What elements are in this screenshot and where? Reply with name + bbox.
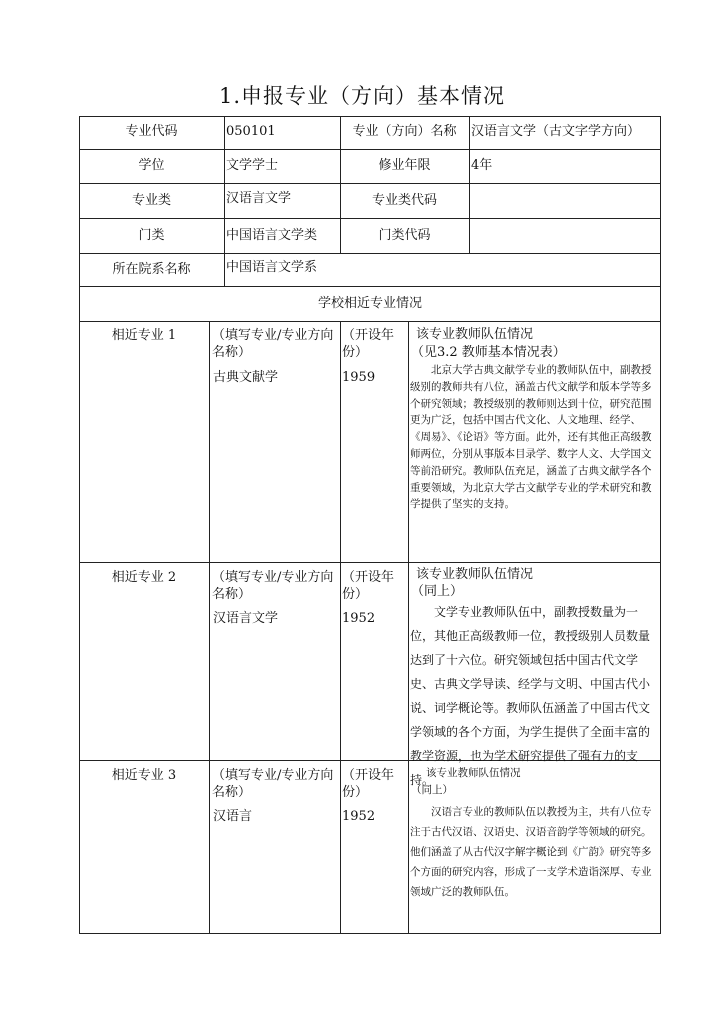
related-1-label: 相近专业 1 — [111, 328, 177, 343]
related-2-year-label: （开设年份） — [342, 570, 395, 602]
field-code-label: 门类代码 — [378, 228, 431, 243]
related-1-team-title: 该专业教师队伍情况 — [416, 327, 534, 342]
field-label: 门类 — [138, 228, 165, 243]
degree-label: 学位 — [138, 158, 165, 173]
related-1-fill-label: （填写专业/专业方向名称） — [212, 328, 334, 360]
dept-label: 所在院系名称 — [112, 262, 191, 277]
related-1-desc: 北京大学古典文献学专业的教师队伍中，副教授级别的教师共有八位，涵盖古代文献学和版本学等多个研究领域；教授级别的教师则达到十位，研究范围更为广泛，包括中国古代文化、人文地理、经学、《周易》、《论语》等方面。此外，还有其他正高级教师两位，分别从事版本目录学、数字人文、大学国文等前沿研究。教师队伍充足，涵盖了古典文献学各个重要领域，为北京大学古文献学专业的学术研究和教学提供了坚实的支持。 — [410, 364, 652, 511]
related-1-year-label: （开设年份） — [342, 328, 395, 360]
related-2-fill-label: （填写专业/专业方向名称） — [212, 570, 334, 602]
related-3-fill-label: （填写专业/专业方向名称） — [212, 768, 334, 800]
major-code-value: 050101 — [226, 124, 276, 139]
related-3-year-label: （开设年份） — [342, 768, 395, 800]
category-label: 专业类 — [131, 193, 171, 208]
related-3-desc: 汉语言专业的教师队伍以教授为主，共有八位专注于古代汉语、汉语史、汉语音韵学等领域的研究。他们涵盖了从古代汉字解字概论到《广韵》研究等多个方面的研究内容，形成了一支学术造诣深厚、专业领域广泛的教师队伍。 — [410, 806, 652, 898]
major-dir-label: 专业（方向）名称 — [352, 124, 457, 139]
related-2-team-title: 该专业教师队伍情况 — [416, 567, 534, 582]
related-2-year: 1952 — [342, 611, 376, 626]
related-2-team-sub: （同上） — [411, 584, 464, 599]
related-1-name: 古典文献学 — [213, 370, 279, 385]
major-dir-value: 汉语言文学（古文字学方向） — [471, 124, 641, 139]
field-value: 中国语言文学类 — [226, 228, 318, 243]
related-3-label: 相近专业 3 — [111, 768, 177, 783]
degree-value: 文学学士 — [226, 158, 279, 173]
related-3-team-sub: （同上） — [411, 784, 453, 796]
major-code-label: 专业代码 — [125, 124, 178, 139]
category-code-label: 专业类代码 — [371, 193, 437, 208]
years-value: 4年 — [471, 158, 493, 173]
related-1-team-sub: （见3.2 教师基本情况表） — [411, 345, 566, 360]
related-2-desc: 文学专业教师队伍中，副教授数量为一位，其他正高级教师一位，教授级别人员数量达到了十六位。研究领域包括中国古代文学史、古典文学导读、经学与文明、中国古代小说、词学概论等。教师队伍涵盖了中国古代文学领域的各个方面，为学生提供了全面丰富的教学资源，也为学术研究提供了强有力的支持。 — [410, 605, 651, 787]
related-3-team-title: 该专业教师队伍情况 — [426, 767, 521, 779]
years-label: 修业年限 — [378, 158, 431, 173]
related-2-label: 相近专业 2 — [111, 570, 177, 585]
related-2-name: 汉语言文学 — [213, 611, 279, 626]
related-3-name: 汉语言 — [213, 809, 253, 824]
related-3-year: 1952 — [342, 809, 376, 824]
page-title: 1.申报专业（方向）基本情况 — [218, 84, 506, 108]
related-1-year: 1959 — [342, 370, 376, 385]
dept-value: 中国语言文学系 — [226, 260, 318, 275]
category-value: 汉语言文学 — [226, 191, 292, 206]
related-majors-header: 学校相近专业情况 — [317, 296, 422, 311]
